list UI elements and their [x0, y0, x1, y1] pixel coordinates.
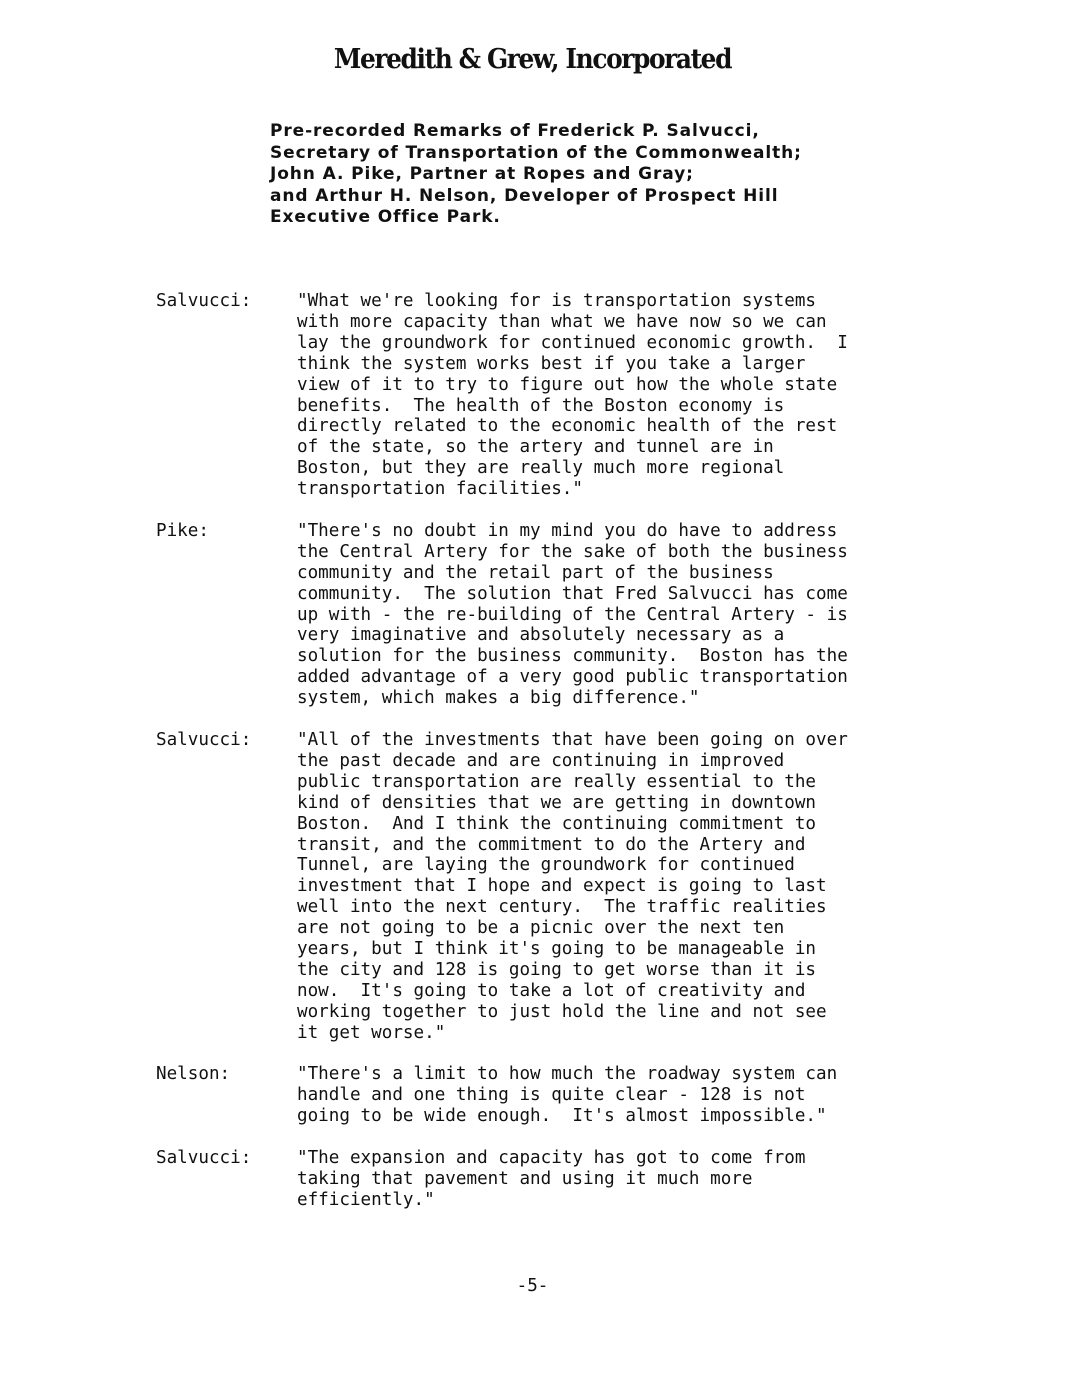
quote-line: with more capacity than what we have now so we can	[297, 311, 827, 332]
quote-line: added advantage of a very good public transportation	[297, 667, 848, 688]
quote-line: solution for the business community. Boston has the	[297, 646, 848, 667]
quote-line: "The expansion and capacity has got to come from	[297, 1148, 806, 1169]
quote-line: system, which makes a big difference."	[297, 688, 700, 709]
quote-line: kind of densities that we are getting in downtown	[297, 792, 817, 813]
quote-line: taking that pavement and using it much more	[297, 1169, 753, 1189]
quote-line: Boston, but they are really much more regional	[297, 458, 785, 479]
transcript-entry	[0, 1148, 1065, 1211]
quote-line: years, but I think it's going to be manageable in	[297, 939, 817, 960]
quote-line: Tunnel, are laying the groundwork for continued	[297, 855, 795, 876]
transcript-entry	[0, 1064, 1065, 1127]
quote-line: "There's no doubt in my mind you do have to address	[297, 520, 838, 541]
company-name: Meredith & Grew, Incorporated	[333, 44, 732, 75]
quote-line: the past decade and are continuing in improved	[297, 750, 785, 771]
quote-line: think the system works best if you take a larger	[297, 353, 806, 374]
quote-line: "All of the investments that have been going on over	[297, 730, 848, 750]
page-number: -5-	[516, 1276, 549, 1296]
quote-line: transit, and the commitment to do the Artery and	[297, 834, 806, 855]
quote-line: working together to just hold the line and not see	[297, 1001, 827, 1022]
heading-line: Executive Office Park.	[270, 207, 501, 227]
quote-line: now. It's going to take a lot of creativity and	[297, 980, 806, 1001]
quote-line: handle and one thing is quite clear - 128 is not	[297, 1085, 806, 1106]
speaker-label: Salvucci:	[156, 730, 252, 750]
speaker-label: Pike:	[156, 520, 209, 541]
quote-line: going to be wide enough. It's almost impossible."	[297, 1106, 827, 1127]
heading-line: Pre-recorded Remarks of Frederick P. Salvucci,	[270, 121, 760, 141]
quote-line: it get worse."	[297, 1022, 446, 1043]
quote-line: investment that I hope and expect is going to last	[297, 876, 827, 897]
quote-line: Boston. And I think the continuing commitment to	[297, 813, 817, 834]
quote-line: lay the groundwork for continued economic growth. I	[297, 332, 848, 353]
quote-line: "What we're looking for is transportation systems	[297, 291, 817, 311]
transcript	[0, 291, 1065, 1232]
quote-text	[297, 1064, 1065, 1127]
heading-line: and Arthur H. Nelson, Developer of Prospect Hill	[270, 185, 779, 206]
quote-text	[297, 521, 1065, 709]
quote-line: "There's a limit to how much the roadway system can	[297, 1064, 838, 1085]
quote-line: public transportation are really essential to the	[297, 771, 817, 792]
transcript-entry	[0, 730, 1065, 1044]
quote-line: view of it to try to figure out how the whole state	[297, 374, 838, 395]
speaker-label: Salvucci:	[156, 1148, 252, 1169]
quote-text	[297, 1148, 1065, 1211]
quote-line: community and the retail part of the business	[297, 562, 774, 583]
speaker-label: Nelson:	[156, 1064, 231, 1085]
speaker-label: Salvucci:	[156, 291, 252, 311]
transcript-entry	[0, 521, 1065, 709]
quote-line: directly related to the economic health of the rest	[297, 416, 838, 437]
heading-line: John A. Pike, Partner at Ropes and Gray;	[270, 164, 694, 184]
document-heading	[270, 121, 802, 229]
quote-line: transportation facilities."	[297, 479, 583, 500]
quote-text	[297, 730, 1065, 1044]
quote-line: community. The solution that Fred Salvucci has come	[297, 583, 848, 604]
quote-line: efficiently."	[297, 1189, 435, 1210]
quote-line: of the state, so the artery and tunnel are in	[297, 437, 774, 458]
quote-line: the city and 128 is going to get worse than it is	[297, 959, 817, 980]
quote-text	[297, 291, 1065, 500]
quote-line: are not going to be a picnic over the next ten	[297, 918, 785, 939]
transcript-entry	[0, 291, 1065, 500]
quote-line: up with - the re-building of the Central Artery - is	[297, 604, 848, 625]
quote-line: the Central Artery for the sake of both the business	[297, 541, 848, 562]
quote-line: very imaginative and absolutely necessary as a	[297, 625, 785, 646]
quote-line: benefits. The health of the Boston economy is	[297, 395, 785, 416]
heading-line: Secretary of Transportation of the Commonwealth;	[270, 142, 802, 163]
quote-line: well into the next century. The traffic realities	[297, 897, 827, 918]
